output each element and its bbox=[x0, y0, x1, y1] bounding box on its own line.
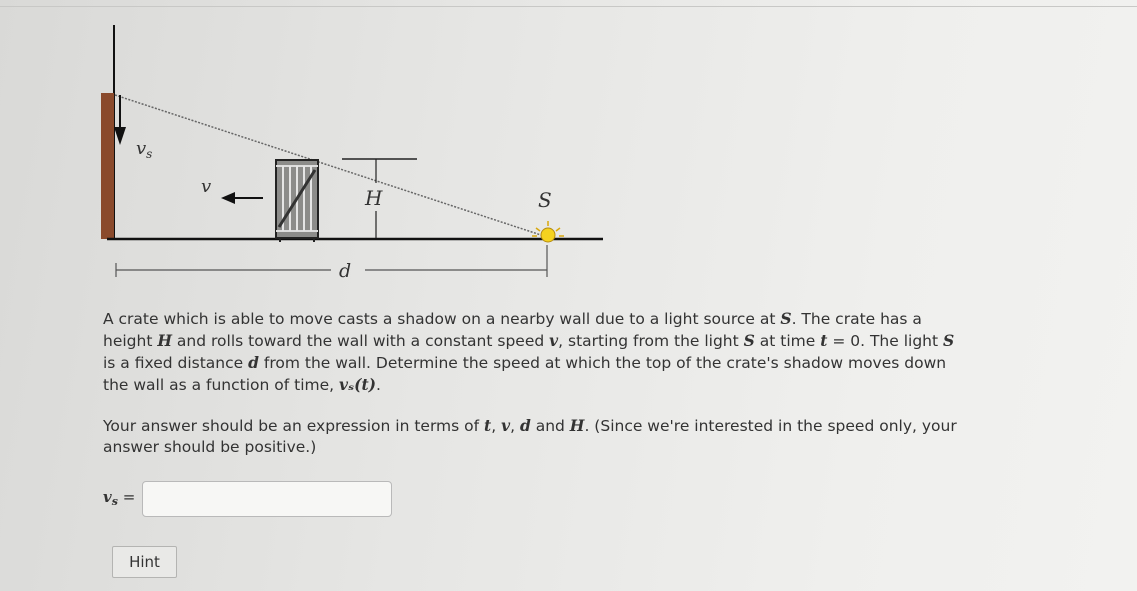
answer-label: $v_s$ = bbox=[103, 488, 136, 508]
label-v: v bbox=[201, 176, 212, 197]
shadow-arrow-head bbox=[114, 127, 126, 145]
top-divider bbox=[0, 6, 1137, 7]
label-vs: $v_s$ bbox=[136, 138, 153, 161]
label-H: H bbox=[365, 186, 383, 210]
answer-input[interactable] bbox=[142, 481, 392, 517]
problem-statement: A crate which is able to move casts a shadow on a nearby wall due to a light source at S. The crate has a height H and rolls toward the wall with a constant speed v, starting from the light S at time t = 0. The light S is a fixed distance d from the wall. Determine the speed at which the top of the crate's shadow moves down the wall as a function of time, vₛ(t). bbox=[103, 309, 955, 394]
light-ray bbox=[115, 95, 547, 237]
wall-shadow-strip bbox=[101, 93, 114, 239]
label-S: S bbox=[538, 188, 552, 212]
hint-button[interactable]: Hint bbox=[112, 546, 177, 578]
crate bbox=[276, 160, 318, 242]
physics-diagram bbox=[95, 15, 615, 290]
label-d: d bbox=[339, 260, 352, 282]
answer-instructions: Your answer should be an expression in terms of t, v, d and H. (Since we're interested in the speed only, your answer should be positive.) bbox=[103, 416, 957, 456]
crate-arrow-head bbox=[221, 192, 235, 204]
